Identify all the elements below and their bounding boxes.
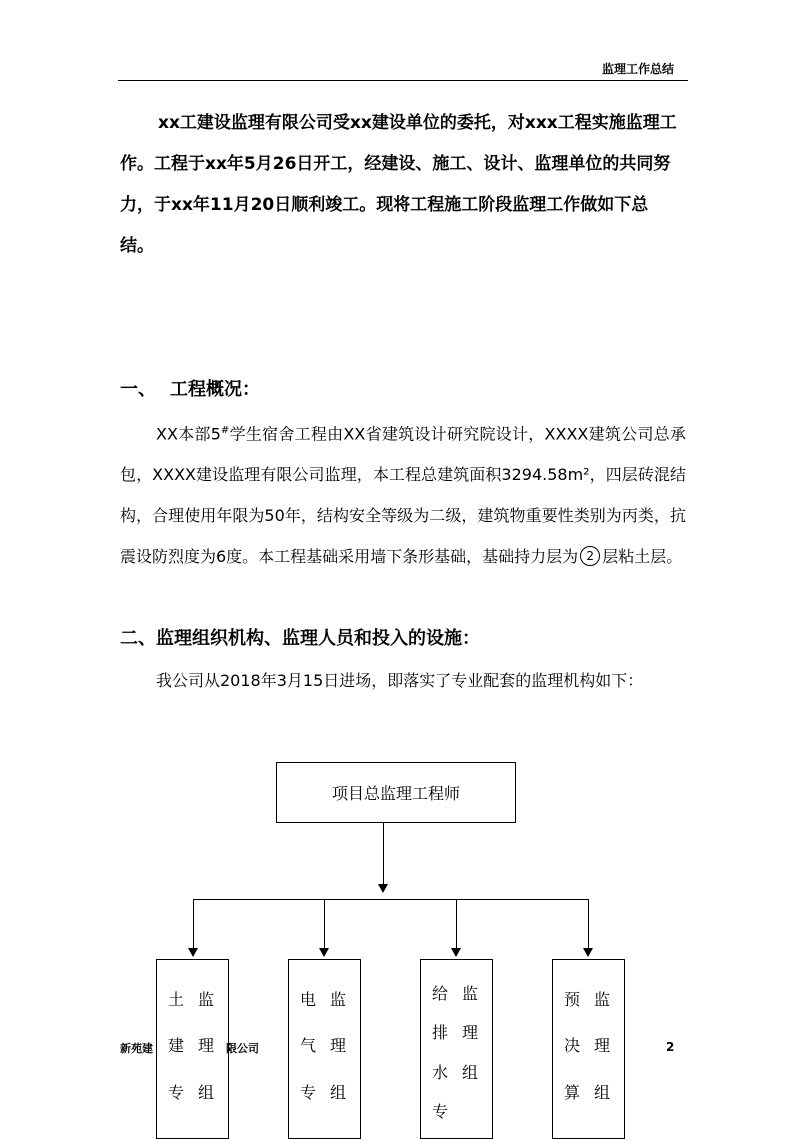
intro-paragraph: xx工建设监理有限公司受xx建设单位的委托，对xxx工程实施监理工作。工程于xx年5月26日开工，经建设、施工、设计、监理单位的共同努力，于xx年11月20日顺利竣工。现将工程施工阶段监理工作做如下总结。	[120, 113, 677, 256]
section2-paragraph: 我公司从2018年3月15日进场，即落实了专业配套的监理机构如下：	[156, 671, 644, 690]
org-char: 理	[197, 1036, 214, 1055]
org-box-plumbing	[420, 959, 493, 1139]
section1-text-a: XX本部5	[156, 424, 221, 444]
org-char: 算	[563, 1083, 580, 1102]
org-char: 给	[431, 984, 448, 1003]
section1-heading	[120, 375, 260, 401]
org-arrow-4	[583, 948, 593, 957]
org-connector-1	[193, 899, 194, 949]
org-char: 理	[329, 1036, 346, 1055]
org-char: 监	[461, 984, 478, 1003]
footer-company	[120, 1040, 259, 1056]
org-char: 土	[167, 990, 184, 1009]
footer-company-b: 限公司	[226, 1042, 259, 1055]
section1-text-b: 学生宿舍工程由XX省建筑设计研究院设计，XXXX建筑公司总承包，XXXX建设监理有限公司监理，本工程总建筑面积3294.58m²，四层砖混结构，合理使用年限为50年，结构安全等级为二级，建筑物重要性类别为丙类，抗震设防烈度为6度。本工程基础采用墙下条形基础，基础持力层为	[120, 424, 686, 567]
org-char: 组	[197, 1083, 214, 1102]
org-char: 预	[563, 990, 580, 1009]
footer-page-number: 2	[666, 1040, 675, 1054]
org-connector-3	[456, 899, 457, 949]
section1-title: 工程概况：	[170, 379, 260, 400]
org-char: 气	[299, 1036, 316, 1055]
org-char: 监	[329, 990, 346, 1009]
section1-text-c: 层粘土层。	[602, 547, 683, 567]
org-char: 监	[593, 990, 610, 1009]
section1-sup: #	[220, 425, 230, 436]
section1-number: 一、	[120, 379, 156, 400]
org-char: 排	[431, 1023, 448, 1042]
org-arrow-main	[378, 884, 388, 893]
org-top-box	[276, 762, 516, 823]
org-arrow-2	[319, 948, 329, 957]
org-char: 专	[431, 1102, 448, 1121]
org-box-electrical	[288, 959, 361, 1139]
org-char: 组	[593, 1083, 610, 1102]
org-char: 组	[461, 1063, 478, 1082]
org-top-label: 项目总监理工程师	[331, 784, 460, 803]
org-char: 专	[299, 1083, 316, 1102]
org-char: 决	[563, 1036, 580, 1055]
org-char: 组	[329, 1083, 346, 1102]
org-connector-2	[324, 899, 325, 949]
org-char: 建	[167, 1036, 184, 1055]
header-rule	[118, 80, 688, 81]
org-arrow-1	[188, 948, 198, 957]
org-char: 专	[167, 1083, 184, 1102]
org-connector-4	[588, 899, 589, 949]
org-char: 水	[431, 1063, 448, 1082]
org-connector-main	[383, 823, 384, 885]
org-char: 理	[593, 1036, 610, 1055]
org-connector-horizontal	[193, 899, 588, 900]
org-arrow-3	[451, 948, 461, 957]
section2-heading: 二、监理组织机构、监理人员和投入的设施：	[120, 628, 480, 649]
footer-company-a: 新苑建	[120, 1042, 153, 1055]
org-char: 电	[299, 990, 316, 1009]
header-title: 监理工作总结	[601, 62, 674, 76]
org-char: 理	[461, 1023, 478, 1042]
section1-paragraph	[120, 410, 686, 577]
org-char: 监	[197, 990, 214, 1009]
org-box-budget	[552, 959, 625, 1139]
circled-number: 2	[580, 546, 600, 566]
